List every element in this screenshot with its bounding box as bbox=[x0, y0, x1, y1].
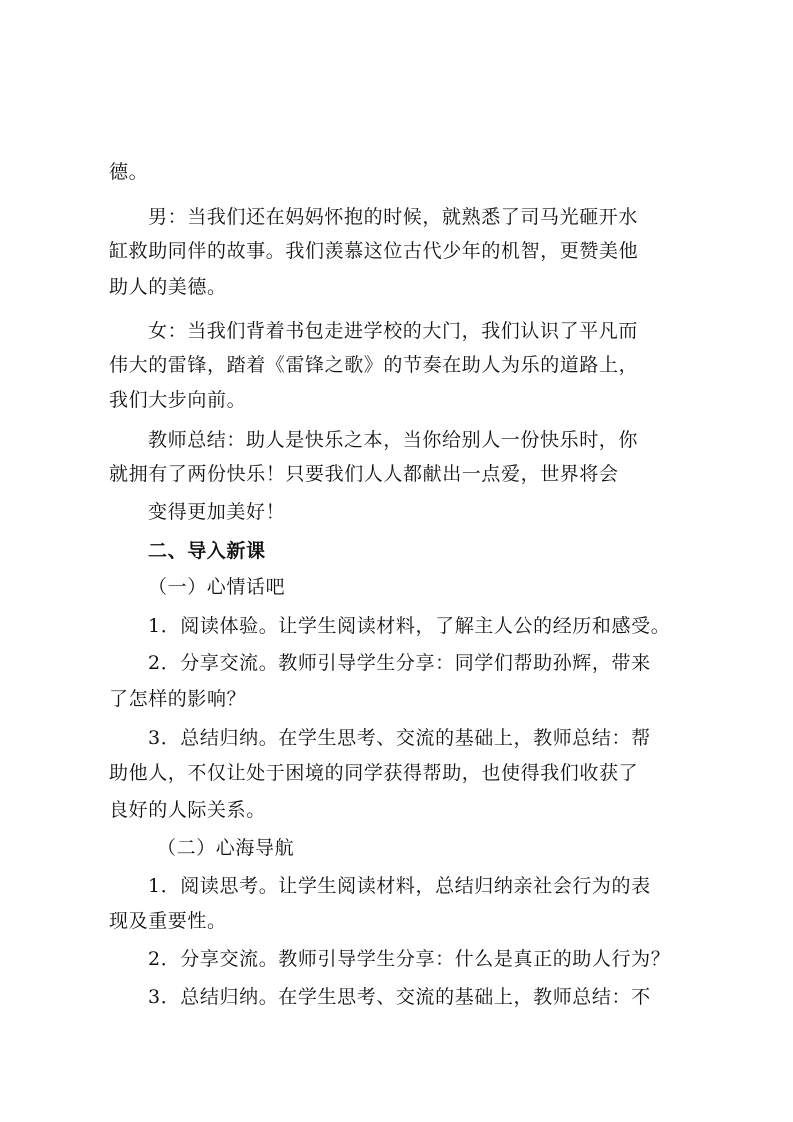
text-line: 女：当我们背着书包走进学校的大门，我们认识了平凡而 bbox=[148, 320, 639, 342]
text-line: 2．分享交流。教师引导学生分享：什么是真正的助人行为？ bbox=[148, 948, 671, 970]
text-line: 1．阅读思考。让学生阅读材料，总结归纳亲社会行为的表 bbox=[148, 875, 651, 897]
text-line: 男：当我们还在妈妈怀抱的时候，就熟悉了司马光砸开水 bbox=[148, 206, 639, 228]
text-line: 2．分享交流。教师引导学生分享：同学们帮助孙辉，带来 bbox=[148, 652, 651, 674]
text-line: 助人的美德。 bbox=[109, 276, 227, 298]
text-line: 变得更加美好！ bbox=[148, 501, 286, 523]
text-line: 助他人，不仅让处于困境的同学获得帮助，也使得我们收获了 bbox=[109, 762, 639, 784]
section-heading: 二、导入新课 bbox=[148, 540, 266, 562]
text-line: 伟大的雷锋，踏着《雷锋之歌》的节奏在助人为乐的道路上， bbox=[109, 354, 639, 376]
text-line: 我们大步向前。 bbox=[109, 389, 247, 411]
subsection-heading: （二）心海导航 bbox=[157, 837, 295, 859]
text-line: 教师总结：助人是快乐之本，当你给别人一份快乐时，你 bbox=[148, 429, 639, 451]
text-line: 缸救助同伴的故事。我们羡慕这位古代少年的机智，更赞美他 bbox=[109, 240, 639, 262]
text-line: 3．总结归纳。在学生思考、交流的基础上，教师总结：帮 bbox=[148, 727, 651, 749]
text-line: 现及重要性。 bbox=[109, 910, 227, 932]
text-line: 3．总结归纳。在学生思考、交流的基础上，教师总结：不 bbox=[148, 986, 651, 1008]
text-line: 1．阅读体验。让学生阅读材料，了解主人公的经历和感受。 bbox=[148, 615, 671, 637]
text-line: 良好的人际关系。 bbox=[109, 799, 266, 821]
subsection-heading: （一）心情话吧 bbox=[148, 576, 286, 598]
text-line: 了怎样的影响？ bbox=[109, 688, 247, 710]
text-line: 就拥有了两份快乐！只要我们人人都献出一点爱，世界将会 bbox=[109, 463, 619, 485]
text-line: 德。 bbox=[109, 161, 149, 183]
